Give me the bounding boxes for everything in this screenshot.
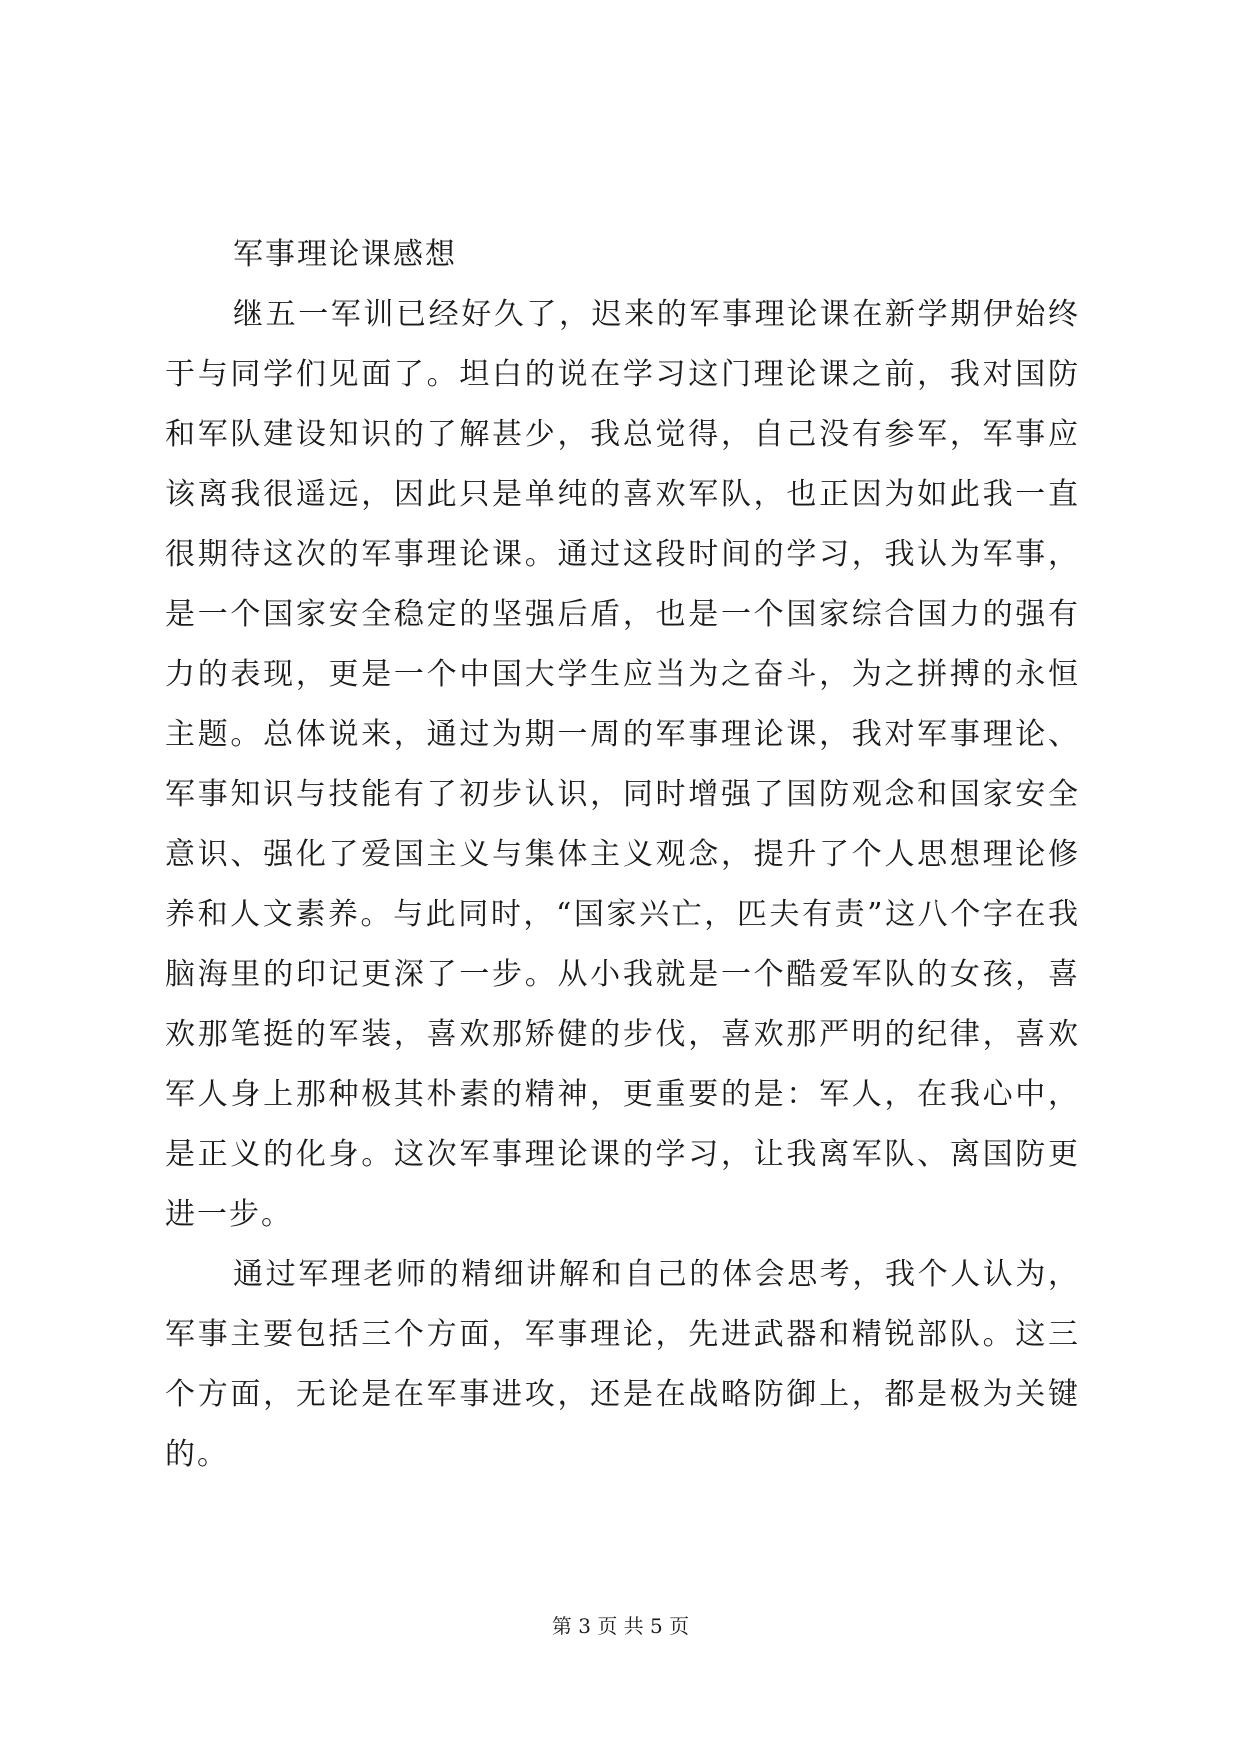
document-body <box>165 225 1080 1485</box>
page-number-footer: 第 3 页 共 5 页 <box>551 1614 690 1638</box>
document-title: 军事理论课感想 <box>233 237 457 272</box>
paragraph: 继五一军训已经好久了，迟来的军事理论课在新学期伊始终于与同学们见面了。坦白的说在学习这门理论课之前，我对国防和军队建设知识的了解甚少，我总觉得，自己没有参军，军事应该离我很遥远，因此只是单纯的喜欢军队，也正因为如此我一直很期待这次的军事理论课。通过这段时间的学习，我认为军事，是一个国家安全稳定的坚强后盾，也是一个国家综合国力的强有力的表现，更是一个中国大学生应当为之奋斗，为之拼搏的永恒主题。总体说来，通过为期一周的军事理论课，我对军事理论、军事知识与技能有了初步认识，同时增强了国防观念和国家安全意识、强化了爱国主义与集体主义观念，提升了个人思想理论修养和人文素养。与此同时，“国家兴亡，匹夫有责”这八个字在我脑海里的印记更深了一步。从小我就是一个酷爱军队的女孩，喜欢那笔挺的军装，喜欢那矫健的步伐，喜欢那严明的纪律，喜欢军人身上那种极其朴素的精神，更重要的是：军人，在我心中，是正义的化身。这次军事理论课的学习，让我离军队、离国防更进一步。 <box>165 297 1080 1232</box>
paragraph: 通过军理老师的精细讲解和自己的体会思考，我个人认为，军事主要包括三个方面，军事理论，先进武器和精锐部队。这三个方面，无论是在军事进攻，还是在战略防御上，都是极为关键的。 <box>165 1257 1080 1472</box>
